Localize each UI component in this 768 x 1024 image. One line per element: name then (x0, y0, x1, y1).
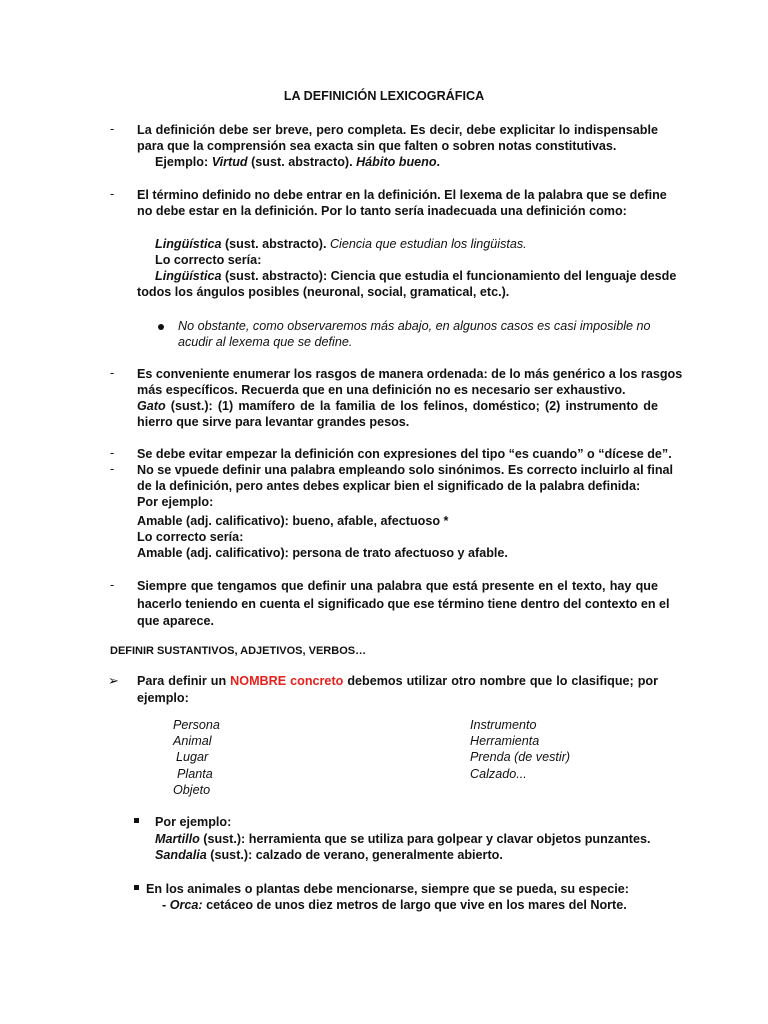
s5-bad-word: Amable (137, 514, 183, 528)
dash-bullet: - (110, 366, 115, 380)
s2-note-line1: No obstante, como observaremos más abajo, en algunos casos es casi imposible no (178, 319, 651, 333)
s2-bad-cat: (sust. abstracto). (221, 237, 330, 251)
s2-bad-def: Ciencia que estudian los lingüistas. (329, 237, 527, 251)
s1-example-word: Virtud (211, 155, 248, 169)
s9-rest: cetáceo de unos diez metros de largo que vive en los mares del Norte. (202, 898, 627, 912)
s3-example-rest: (sust.): (1) mamífero de la familia de los felinos, doméstico; (2) instrumento de (165, 399, 658, 413)
s1-example-cat: (sust. abstracto). (247, 155, 357, 169)
s1-example-end: . (436, 155, 441, 169)
s2-good-line2: todos los ángulos posibles (neuronal, social, gramatical, etc.). (137, 285, 510, 299)
s1-example-def: Hábito bueno (356, 155, 437, 169)
s2-bad-word: Lingüística (155, 237, 222, 251)
s6-line2: hacerlo teniendo en cuenta el significado que ese término tiene dentro del contexto en el (137, 597, 670, 611)
col1-item: Objeto (173, 783, 211, 797)
s5-bad-rest: (adj. calificativo): bueno, afable, afectuoso * (182, 514, 449, 528)
s7-line2: ejemplo: (137, 691, 189, 705)
arrow-bullet-icon: ➢ (108, 673, 119, 688)
s5-line2: de la definición, pero antes debes explicar bien el significado de la palabra definida: (137, 479, 641, 493)
s3-line2: más específicos. Recuerda que en una definición no es necesario ser exhaustivo. (137, 383, 626, 397)
s5-good-example (137, 545, 508, 561)
s9-word: Orca: (169, 898, 203, 912)
s5-good-word: Amable (137, 546, 183, 560)
dash-bullet: - (110, 122, 115, 136)
s3-line1: Es conveniente enumerar los rasgos de manera ordenada: de lo más genérico a los rasgos (137, 367, 683, 381)
s1-line1: La definición debe ser breve, pero completa. Es decir, debe explicitar lo indispensable (137, 123, 658, 137)
s8-example1 (155, 831, 650, 847)
square-bullet-icon (134, 818, 139, 823)
s5-correct-label: Lo correcto sería: (137, 530, 244, 544)
s2-bad-example (155, 236, 527, 252)
s1-example (155, 154, 440, 170)
col2-item: Calzado... (470, 767, 527, 781)
s1-example-label: Ejemplo: (155, 155, 212, 169)
s8-line1: Por ejemplo: (155, 815, 232, 829)
col2-item: Instrumento (470, 718, 537, 732)
s2-line2: no debe estar en la definición. Por lo tanto sería inadecuada una definición como: (137, 204, 627, 218)
s2-good-word: Lingüística (155, 269, 222, 283)
dash-bullet: - (110, 462, 115, 476)
s6-line3: que aparece. (137, 614, 215, 628)
s3-example (137, 398, 658, 414)
s2-good-example (155, 268, 677, 284)
col2-item: Herramienta (470, 734, 540, 748)
s5-good-rest: (adj. calificativo): persona de trato afectuoso y afable. (182, 546, 508, 560)
s8-word2: Sandalia (155, 848, 207, 862)
s8-example2 (155, 847, 503, 863)
s9-dash: - (162, 898, 170, 912)
s3-example-line2: hierro que sirve para levantar grandes pesos. (137, 415, 410, 429)
col1-item: Lugar (176, 750, 209, 764)
col1-item: Animal (173, 734, 212, 748)
s2-good-rest: (sust. abstracto): Ciencia que estudia el funcionamiento del lenguaje desde (221, 269, 677, 283)
s7-red-term: NOMBRE concreto (230, 674, 344, 688)
dash-bullet: - (110, 446, 115, 460)
dash-bullet: - (110, 578, 115, 592)
page-title: LA DEFINICIÓN LEXICOGRÁFICA (283, 89, 485, 103)
s8-word1: Martillo (155, 832, 200, 846)
s6-line1: Siempre que tengamos que definir una palabra que está presente en el texto, hay que (137, 579, 658, 593)
s4-line1: Se debe evitar empezar la definición con expresiones del tipo “es cuando” o “dícese de”. (137, 447, 672, 461)
dash-bullet: - (110, 187, 115, 201)
bullet-dot-icon (158, 324, 164, 330)
col2-item: Prenda (de vestir) (470, 750, 571, 764)
s5-line3: Por ejemplo: (137, 495, 214, 509)
s5-line1: No se vpuede definir una palabra empleando solo sinónimos. Es correcto incluirlo al final (137, 463, 674, 477)
s1-line2: para que la comprensión sea exacta sin que falten o sobren notas constitutivas. (137, 139, 617, 153)
subheading: DEFINIR SUSTANTIVOS, ADJETIVOS, VERBOS… (110, 645, 367, 657)
s8-rest2: (sust.): calzado de verano, generalmente abierto. (206, 848, 503, 862)
s9-example (162, 897, 627, 913)
col1-item: Persona (173, 718, 220, 732)
s2-note-line2: acudir al lexema que se define. (178, 335, 353, 349)
s7-line1 (137, 673, 658, 689)
s5-bad-example (137, 513, 448, 529)
s8-rest1: (sust.): herramienta que se utiliza para golpear y clavar objetos punzantes. (199, 832, 651, 846)
s3-example-word: Gato (137, 399, 166, 413)
s2-correct-label: Lo correcto sería: (155, 253, 262, 267)
s7-pre: Para definir un (137, 674, 231, 688)
col1-item: Planta (177, 767, 213, 781)
s2-line1: El término definido no debe entrar en la definición. El lexema de la palabra que se define (137, 188, 667, 202)
s7-post: debemos utilizar otro nombre que lo clasifique; por (343, 674, 658, 688)
s9-line1: En los animales o plantas debe mencionarse, siempre que se pueda, su especie: (146, 882, 629, 896)
square-bullet-icon (134, 885, 139, 890)
